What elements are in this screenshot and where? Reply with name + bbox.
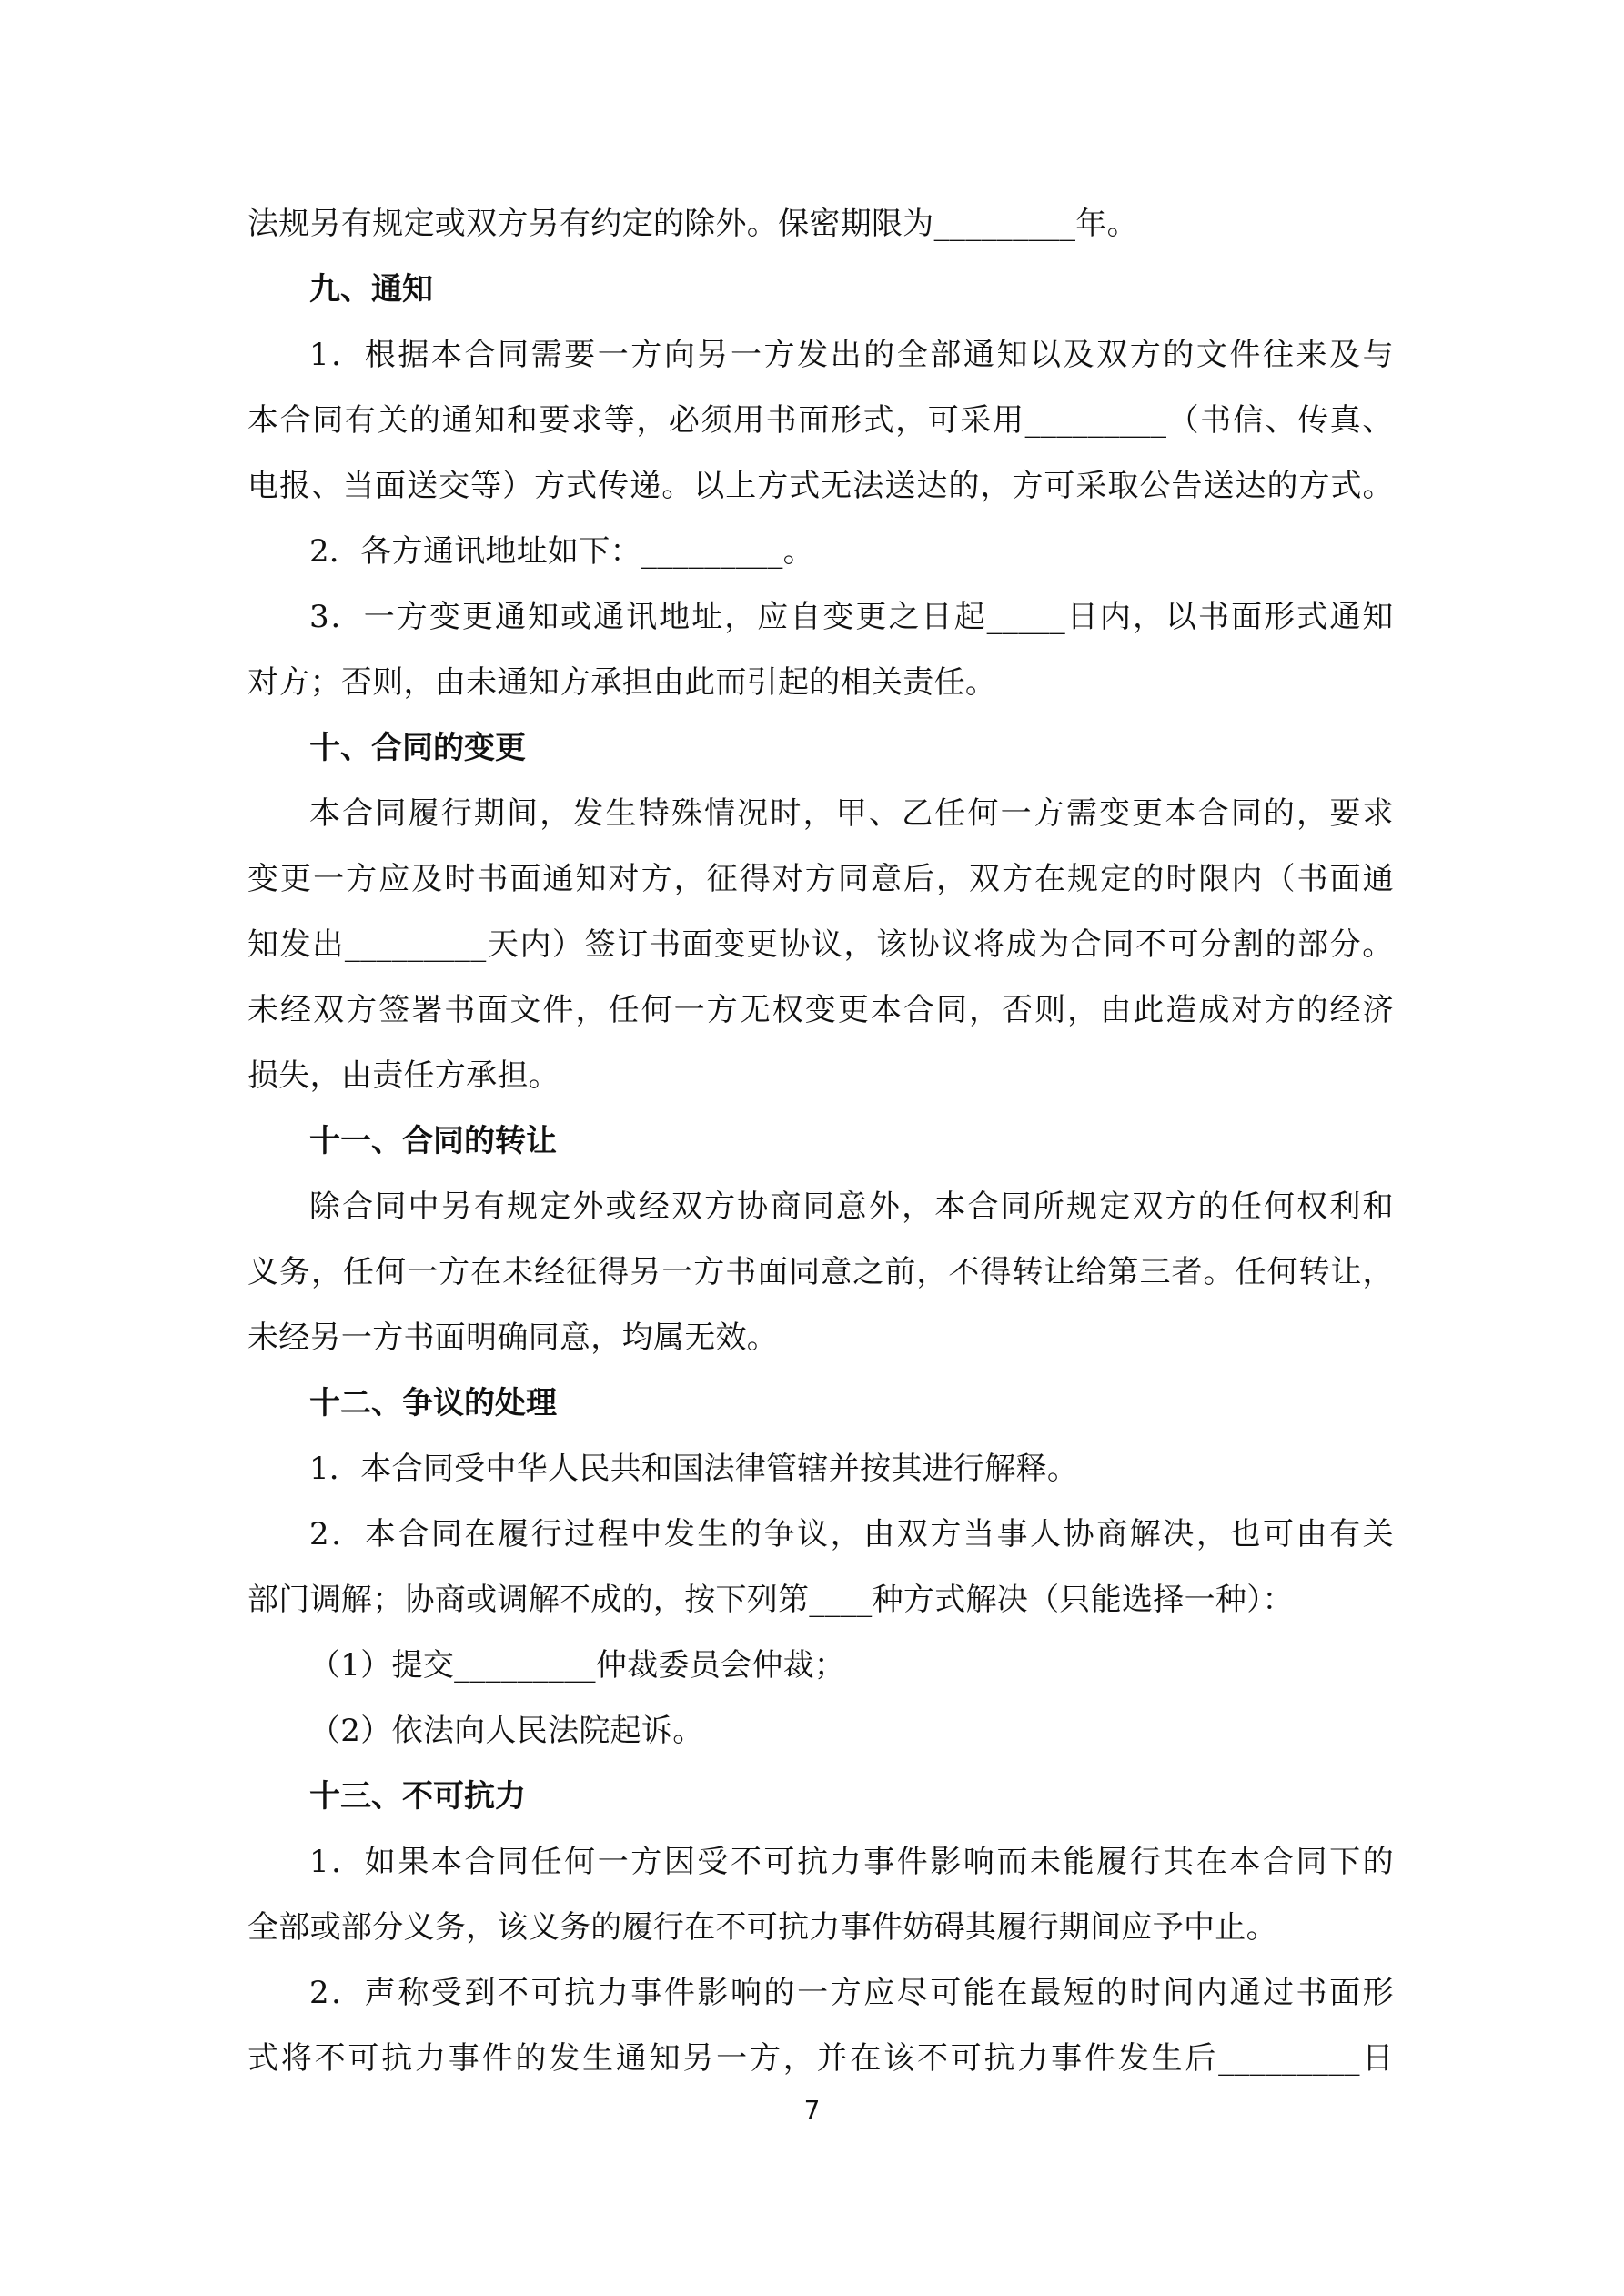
text-line: 变 更 一 方 应 及 时 书 面 通 知 对 方 ， 征 得 对 方 同 意 后 ， 双 方 在 规 定 的 时 限 内 （ 书 面 通 [247,861,1394,897]
text-line: 1 ． 根 据 本 合 同 需 要 一 方 向 另 一 方 发 出 的 全 部 通 知 以 及 双 方 的 文 件 往 来 及 与 [309,337,1394,373]
section-heading: 九、通知 [309,271,433,308]
section-heading: 十一、合同的转让 [309,1123,557,1159]
text-line: 3 ． 一 方 变 更 通 知 或 通 讯 地 址 ， 应 自 变 更 之 日 起 _____ 日 内 ， 以 书 面 形 式 通 知 [309,599,1394,635]
document-body [247,191,1394,2091]
section-heading: 十、合同的变更 [309,730,526,766]
text-line: 本 合 同 有 关 的 通 知 和 要 求 等 ， 必 须 用 书 面 形 式 ， 可 采 用 _________ （ 书 信 、 传 真 、 [247,402,1394,439]
page-number: 7 [803,2095,821,2125]
text-line: 式 将 不 可 抗 力 事 件 的 发 生 通 知 另 一 方 ， 并 在 该 不 可 抗 力 事 件 发 生 后 _________ 日 [247,2040,1394,2077]
text-line: 损失，由责任方承担。 [247,1057,560,1094]
text-line: 法规另有规定或双方另有约定的除外。保密期限为_________年。 [247,206,1138,242]
text-line: 1．本合同受中华人民共和国法律管辖并按其进行解释。 [309,1451,1079,1487]
text-line: 对方；否则，由未通知方承担由此而引起的相关责任。 [247,664,997,701]
text-line: 部门调解；协商或调解不成的，按下列第____种方式解决（只能选择一种）： [247,1582,1294,1618]
text-line: 未经另一方书面明确同意，均属无效。 [247,1320,779,1356]
text-line: 2 ． 声 称 受 到 不 可 抗 力 事 件 影 响 的 一 方 应 尽 可 能 在 最 短 的 时 间 内 通 过 书 面 形 [309,1975,1394,2011]
text-line: 知 发 出 _________ 天 内 ） 签 订 书 面 变 更 协 议 ， 该 协 议 将 成 为 合 同 不 可 分 割 的 部 分 。 [247,926,1394,963]
text-line: 2 ． 本 合 同 在 履 行 过 程 中 发 生 的 争 议 ， 由 双 方 当 事 人 协 商 解 决 ， 也 可 由 有 关 [309,1516,1394,1553]
text-line: （2）依法向人民法院起诉。 [309,1713,704,1749]
text-line: （1）提交_________仲裁委员会仲裁； [309,1647,846,1684]
section-heading: 十三、不可抗力 [309,1778,526,1815]
text-line: 未 经 双 方 签 署 书 面 文 件 ， 任 何 一 方 无 权 变 更 本 合 同 ， 否 则 ， 由 此 造 成 对 方 的 经 济 [247,992,1394,1028]
text-line: 1 ． 如 果 本 合 同 任 何 一 方 因 受 不 可 抗 力 事 件 影 响 而 未 能 履 行 其 在 本 合 同 下 的 [309,1844,1394,1880]
text-line: 全部或部分义务，该义务的履行在不可抗力事件妨碍其履行期间应予中止。 [247,1909,1277,1946]
text-line: 除 合 同 中 另 有 规 定 外 或 经 双 方 协 商 同 意 外 ， 本 合 同 所 规 定 双 方 的 任 何 权 利 和 [309,1188,1394,1225]
text-line: 2．各方通讯地址如下：_________。 [309,533,814,570]
text-line: 义 务 ， 任 何 一 方 在 未 经 征 得 另 一 方 书 面 同 意 之 前 ， 不 得 转 让 给 第 三 者 。 任 何 转 让 ， [247,1254,1394,1290]
text-line: 电 报 、 当 面 送 交 等 ） 方 式 传 递 。 以 上 方 式 无 法 送 达 的 ， 方 可 采 取 公 告 送 达 的 方 式 。 [247,468,1394,504]
section-heading: 十二、争议的处理 [309,1385,557,1421]
text-line: 本 合 同 履 行 期 间 ， 发 生 特 殊 情 况 时 ， 甲 、 乙 任 何 一 方 需 变 更 本 合 同 的 ， 要 求 [309,795,1394,832]
